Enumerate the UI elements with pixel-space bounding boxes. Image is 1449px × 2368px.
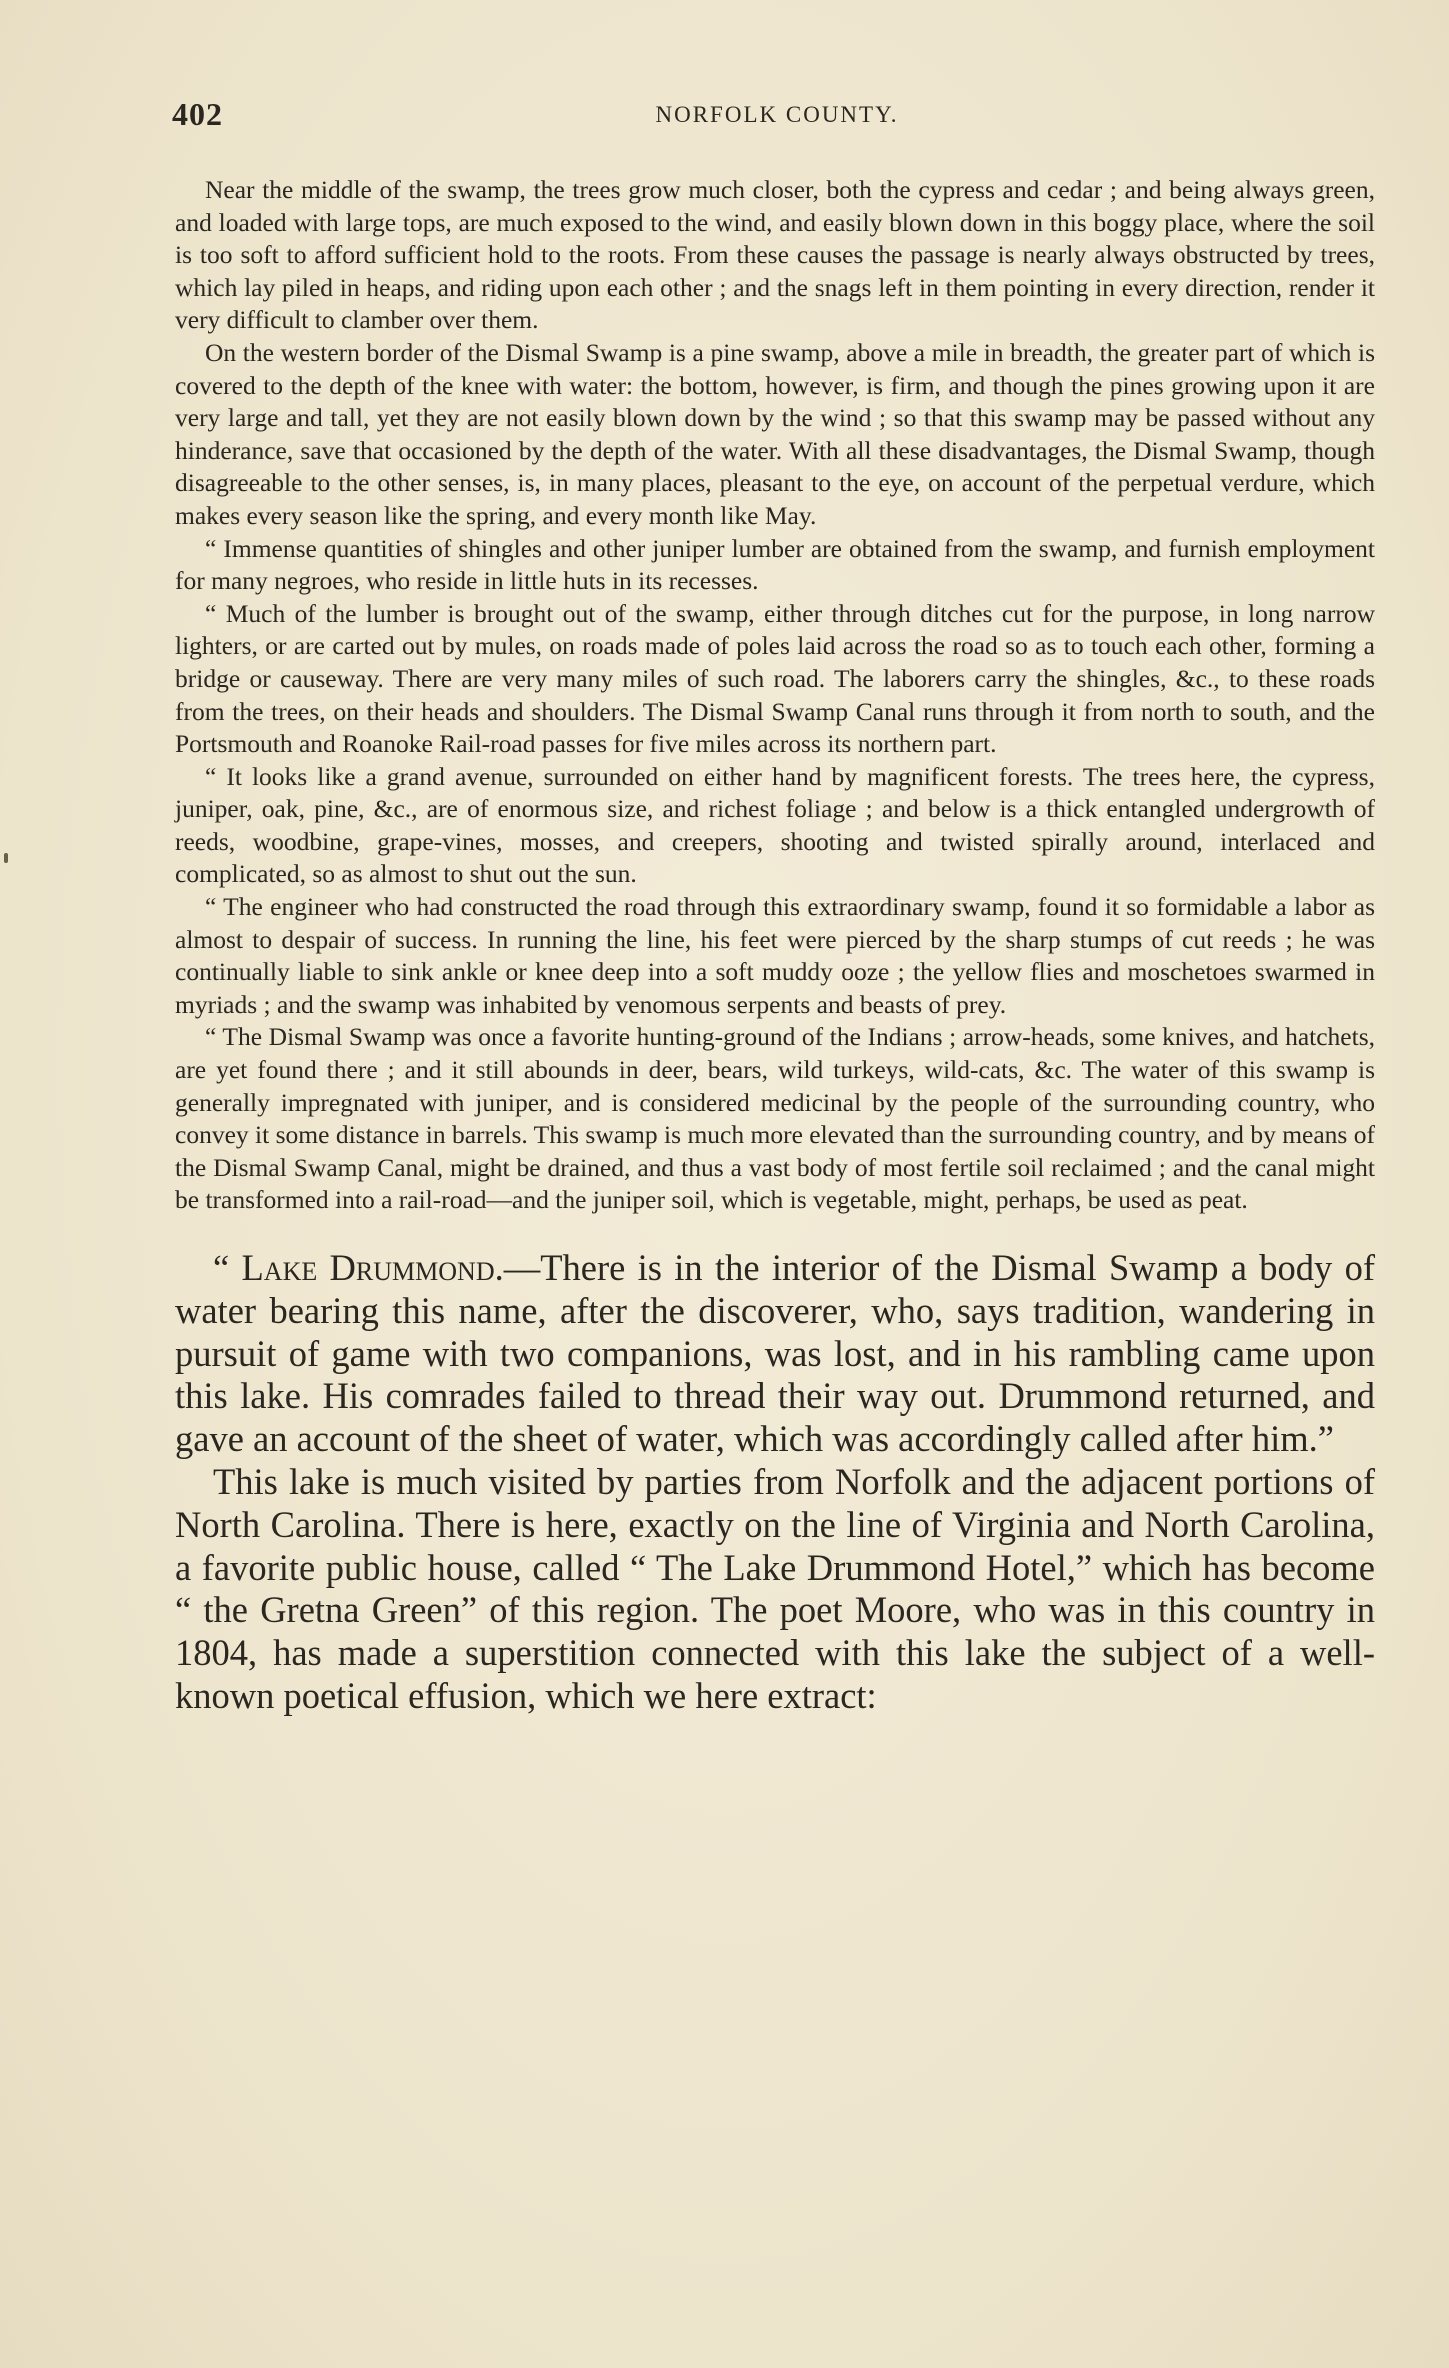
paragraph: “ The Dismal Swamp was once a favorite hunting-ground of the Indians ; arrow-heads, some knives, and hatchets, are yet found there ; and it still abounds in deer, bears, wild turkeys, wild-cats, &c. The water of this swamp is generally impregnated with juniper, and is considered medicinal by the people of the surrounding country, who convey it some distance in barrels. This swamp is much more elevated than the surrounding country, and by means of the Dismal Swamp Canal, might be drained, and thus a vast body of most fertile soil reclaimed ; and the canal might be transformed into a rail-road—and the juniper soil, which is vegetable, might, perhaps, be used as peat.	[175, 1022, 1375, 1215]
paragraph-text: —There is in the interior of the Dismal Swamp a body of water bearing this name, after the discoverer, who, says tradition, wandering in pursuit of game with two companions, was lost, and in his rambling came upon this lake. His comrades failed to thread their way out. Drummond returned, and gave an account of the sheet of water, which was accordingly called after him.”	[175, 1247, 1376, 1460]
final-paragraph: This lake is much visited by parties from Norfolk and the adjacent portions of North Carolina. There is here, exactly on the line of Virginia and North Carolina, a favorite public house, called “ The Lake Drummond Hotel,” which has become “ the Gretna Green” of this region. The poet Moore, who was in this country in 1804, has made a superstition connected with this lake the subject of a well-known poetical effusion, which we here extract:	[175, 1460, 1375, 1716]
lake-drummond-paragraph	[175, 1247, 1375, 1461]
margin-mark	[4, 853, 8, 863]
page-body	[175, 174, 1375, 1718]
paragraph: Near the middle of the swamp, the trees grow much closer, both the cypress and cedar ; and being always green, and loaded with large tops, are much exposed to the wind, and easily blown down in this boggy place, where the soil is too soft to afford sufficient hold to the roots. From these causes the passage is nearly always obstructed by trees, which lay piled in heaps, and riding upon each other ; and the snags left in them pointing in every direction, render it very difficult to clamber over them.	[175, 175, 1375, 335]
paragraph: “ Immense quantities of shingles and other juniper lumber are obtained from the swamp, and furnish employment for many negroes, who reside in little huts in its recesses.	[175, 533, 1375, 596]
page-header	[172, 96, 1382, 136]
paragraph: “ The engineer who had constructed the road through this extraordinary swamp, found it so formidable a labor as almost to despair of success. In running the line, his feet were pierced by the sharp stumps of cut reeds ; he was continually liable to sink ankle or knee deep into a soft muddy ooze ; the yellow flies and moschetoes swarmed in myriads ; and the swamp was inhabited by venomous serpents and beasts of prey.	[175, 892, 1375, 1019]
page-number: 402	[172, 96, 223, 132]
paragraph: “ It looks like a grand avenue, surrounded on either hand by magnificent forests. The trees here, the cypress, juniper, oak, pine, &c., are of enormous size, and richest foliage ; and below is a thick entangled undergrowth of reeds, woodbine, grape-vines, mosses, and creepers, shooting and twisted spirally around, interlaced and complicated, so as almost to shut out the sun.	[175, 761, 1375, 889]
paragraph: On the western border of the Dismal Swamp is a pine swamp, above a mile in breadth, the greater part of which is covered to the depth of the knee with water: the bottom, however, is firm, and though the pines growing upon it are very large and tall, yet they are not easily blown down by the wind ; so that this swamp may be passed without any hinderance, save that occasioned by the depth of the water. With all these disadvantages, the Dismal Swamp, though disagreeable to the other senses, is, in many places, pleasant to the eye, on account of the perpetual verdure, which makes every season like the spring, and every month like May.	[175, 337, 1375, 530]
small-print-section	[175, 174, 1375, 1217]
open-quote: “	[213, 1247, 242, 1288]
large-print-section	[175, 1247, 1375, 1718]
section-heading: Lake Drummond.	[241, 1247, 504, 1288]
paragraph: “ Much of the lumber is brought out of the swamp, either through ditches cut for the purpose, in long narrow lighters, or are carted out by mules, on roads made of poles laid across the road so as to touch each other, forming a bridge or causeway. There are very many miles of such road. The laborers carry the shingles, &c., to these roads from the trees, on their heads and shoulders. The Dismal Swamp Canal runs through it from north to south, and the Portsmouth and Roanoke Rail-road passes for five miles across its northern part.	[175, 598, 1375, 759]
running-title: NORFOLK COUNTY.	[655, 102, 899, 127]
